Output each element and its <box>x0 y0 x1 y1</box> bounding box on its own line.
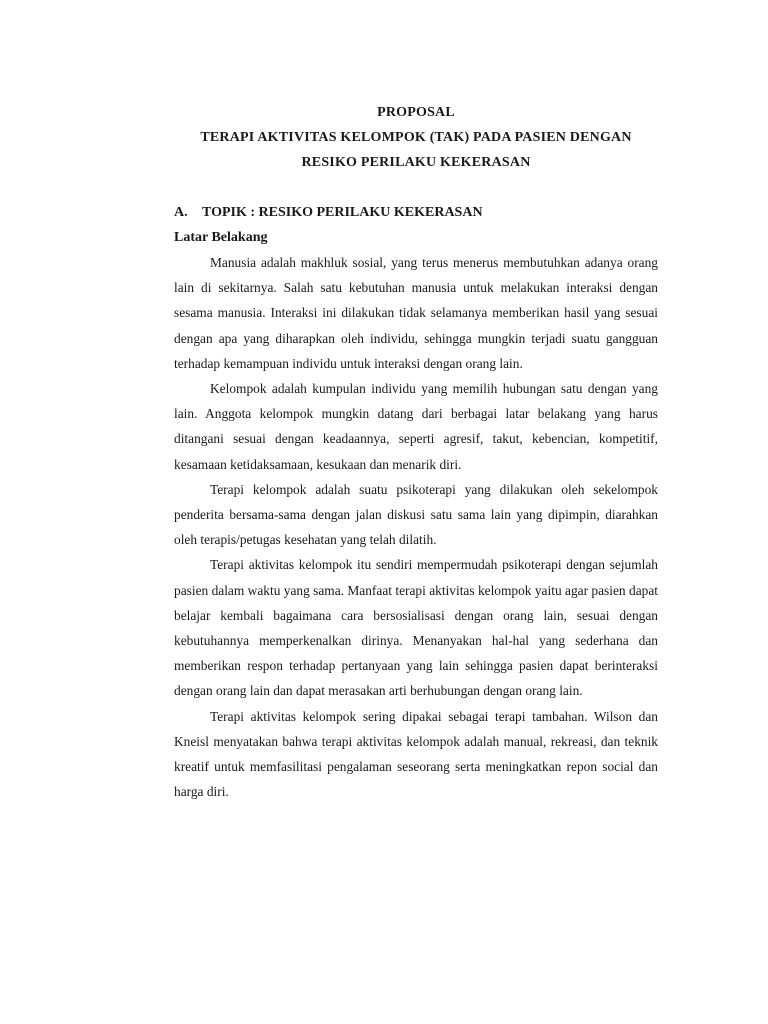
paragraph-3: Terapi kelompok adalah suatu psikoterapi yang dilakukan oleh sekelompok penderita bersama-sama dengan jalan diskusi satu sama lain yang dipimpin, diarahkan oleh terapis/petugas kesehatan yang telah dilatih. <box>174 481 658 548</box>
title-line-1: PROPOSAL <box>377 105 455 120</box>
document-title <box>174 100 658 175</box>
section-letter: A. <box>174 205 188 220</box>
title-line-3: RESIKO PERILAKU KEKERASAN <box>301 155 531 170</box>
section-heading <box>174 200 658 225</box>
paragraph-1: Manusia adalah makhluk sosial, yang terus menerus membutuhkan adanya orang lain di sekitarnya. Salah satu kebutuhan manusia untuk melakukan interaksi dengan sesama manusia. Interaksi ini dilakukan tidak selamanya memberikan hasil yang sesuai dengan apa yang diharapkan oleh individu, sehingga mungkin terjadi suatu gangguan terhadap kemampuan individu untuk interaksi dengan orang lain. <box>174 255 658 371</box>
paragraph-5: Terapi aktivitas kelompok sering dipakai sebagai terapi tambahan. Wilson dan Kneisl menyatakan bahwa terapi aktivitas kelompok adalah manual, rekreasi, dan teknik kreatif untuk memfasilitasi pengalaman seseorang serta meningkatkan repon social dan harga diri. <box>174 708 658 800</box>
document-page <box>174 100 658 804</box>
paragraph-4: Terapi aktivitas kelompok itu sendiri mempermudah psikoterapi dengan sejumlah pasien dalam waktu yang sama. Manfaat terapi aktivitas kelompok yaitu agar pasien dapat belajar kembali bagaimana cara bersosialisasi dengan orang lain, sesuai dengan kebutuhannya memperkenalkan dirinya. Menanyakan hal-hal yang sederhana dan memberikan respon terhadap pertanyaan yang lain sehingga pasien dapat berinteraksi dengan orang lain dan dapat merasakan arti berhubungan dengan orang lain. <box>174 557 658 699</box>
title-line-2: TERAPI AKTIVITAS KELOMPOK (TAK) PADA PASIEN DENGAN <box>200 130 632 145</box>
paragraph-2: Kelompok adalah kumpulan individu yang memilih hubungan satu dengan yang lain. Anggota kelompok mungkin datang dari berbagai latar belakang yang harus ditangani sesuai dengan keadaannya, seperti agresif, takut, kebencian, kompetitif, kesamaan ketidaksamaan, kesukaan dan menarik diri. <box>174 381 658 472</box>
section-heading-text: TOPIK : RESIKO PERILAKU KEKERASAN <box>202 205 483 220</box>
subheading-latar-belakang: Latar Belakang <box>174 230 268 245</box>
